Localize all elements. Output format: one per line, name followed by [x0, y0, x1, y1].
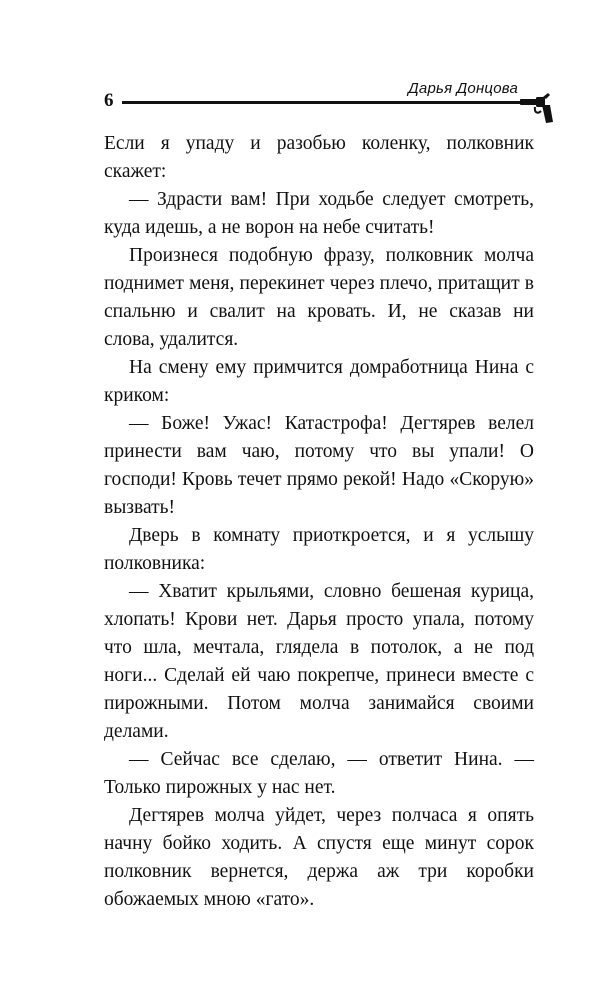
- running-head: [104, 78, 554, 128]
- paragraph: Дегтярев молча уйдет, через полчаса я опять начну бойко ходить. А спустя еще минут сорок полковник вернется, держа аж три коробки обожаемых мною «гато».: [104, 805, 534, 910]
- body-text: [104, 130, 534, 914]
- paragraph: — Здрасти вам! При ходьбе следует смотреть, куда идешь, а не ворон на небе считать!: [104, 189, 534, 238]
- paragraph: Дверь в комнату приоткроется, и я услышу полковника:: [104, 525, 534, 574]
- paragraph: На смену ему примчится домработница Нина с криком:: [104, 357, 534, 406]
- header-rule: [122, 92, 554, 126]
- page-number: 6: [104, 90, 114, 111]
- author-name: Дарья Донцова: [408, 80, 518, 97]
- paragraph: Произнеся подобную фразу, полковник молча поднимет меня, перекинет через плечо, притащит в спальню и свалит на кровать. И, не сказав ни слова, удалится.: [104, 245, 534, 350]
- paragraph: Если я упаду и разобью коленку, полковник скажет:: [104, 133, 534, 182]
- paragraph: — Хватит крыльями, словно бешеная курица, хлопать! Крови нет. Дарья просто упала, потому что шла, мечтала, глядела в потолок, а не под ноги... Сделай ей чаю покрепче, принеси вместе с пирожными. Потом молча занимайся своими делами.: [104, 581, 534, 742]
- paragraph: — Боже! Ужас! Катастрофа! Дегтярев велел принести вам чаю, потому что вы упали! О господи! Кровь течет прямо рекой! Надо «Скорую» вызвать!: [104, 413, 534, 518]
- revolver-icon: [520, 93, 553, 123]
- paragraph: — Сейчас все сделаю, — ответит Нина. — Только пирожных у нас нет.: [104, 749, 534, 798]
- header-rule-line: [122, 101, 527, 104]
